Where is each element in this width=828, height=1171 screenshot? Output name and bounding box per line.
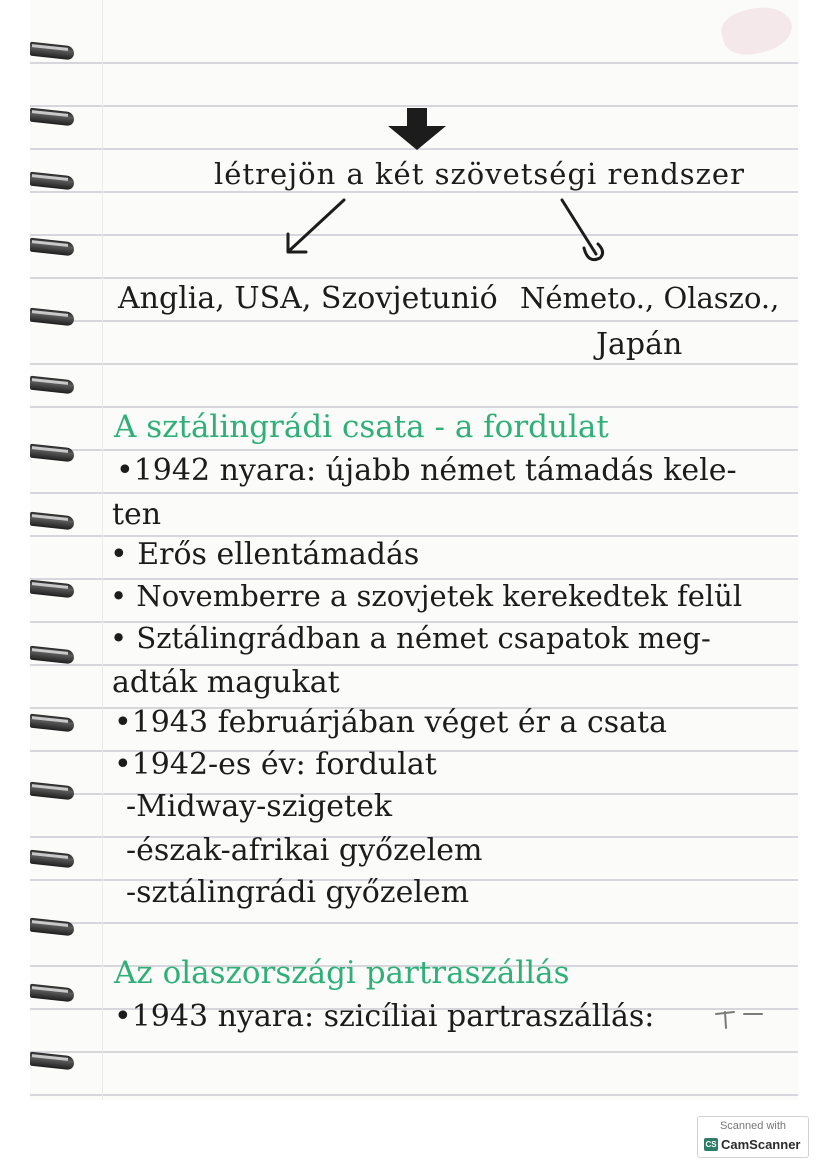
spiral-binding-ring-icon [30, 510, 78, 536]
spiral-binding-ring-icon [30, 106, 78, 132]
section2-line: •1943 nyara: szicíliai partraszállás: [114, 999, 655, 1034]
section1-line: • Erős ellentámadás [110, 537, 420, 572]
spiral-binding-ring-icon [30, 712, 78, 738]
spiral-binding-ring-icon [30, 442, 78, 468]
right-branch-label-line1: Németo., Olaszo., [520, 281, 780, 315]
section1-line: -Midway-szigetek [126, 789, 393, 824]
spiral-binding-ring-icon [30, 848, 78, 874]
section1-line: •1942 nyara: újabb német támadás kele- [116, 453, 737, 488]
spiral-binding-ring-icon [30, 40, 78, 66]
section1-title: A sztálingrádi csata - a fordulat [114, 409, 609, 445]
section1-line: • Sztálingrádban a német csapatok meg- [110, 621, 711, 655]
section2-title: Az olaszországi partraszállás [114, 955, 570, 991]
section1-line: -észak-afrikai győzelem [126, 833, 483, 868]
spiral-binding-ring-icon [30, 1050, 78, 1076]
spiral-binding-ring-icon [30, 374, 78, 400]
spiral-binding-ring-icon [30, 306, 78, 332]
section1-line: • Novemberre a szovjetek kerekedtek felül [110, 579, 743, 613]
down-arrow-icon [388, 108, 446, 150]
left-branch-arrow-icon [280, 196, 350, 258]
spiral-binding-ring-icon [30, 982, 78, 1008]
pencil-scribble-icon [710, 1000, 770, 1030]
spiral-binding-ring-icon [30, 780, 78, 806]
right-branch-arrow-icon [558, 196, 614, 268]
spiral-binding-ring-icon [30, 170, 78, 196]
diagram-heading: létrejön a két szövetségi rendszer [214, 157, 745, 191]
spiral-binding [30, 30, 110, 1090]
section1-line: •1943 februárjában véget ér a csata [114, 705, 667, 740]
camscanner-logo-icon: CS [705, 1140, 717, 1149]
spiral-binding-ring-icon [30, 644, 78, 670]
spiral-binding-ring-icon [30, 578, 78, 604]
right-branch-label-line2: Japán [596, 327, 683, 362]
scanner-brand-name: CamScanner [721, 1137, 801, 1152]
left-branch-label: Anglia, USA, Szovjetunió [118, 281, 498, 316]
section1-line: ten [112, 497, 162, 532]
notebook-page [30, 0, 798, 1100]
section1-line: •1942-es év: fordulat [114, 747, 437, 782]
spiral-binding-ring-icon [30, 916, 78, 942]
section1-line: adták magukat [112, 665, 340, 700]
spiral-binding-ring-icon [30, 236, 78, 262]
ink-stain [717, 0, 796, 61]
section1-line: -sztálingrádi győzelem [126, 875, 470, 910]
scanner-watermark-caption: Scanned with [719, 1120, 787, 1132]
scanner-watermark [697, 1116, 809, 1158]
